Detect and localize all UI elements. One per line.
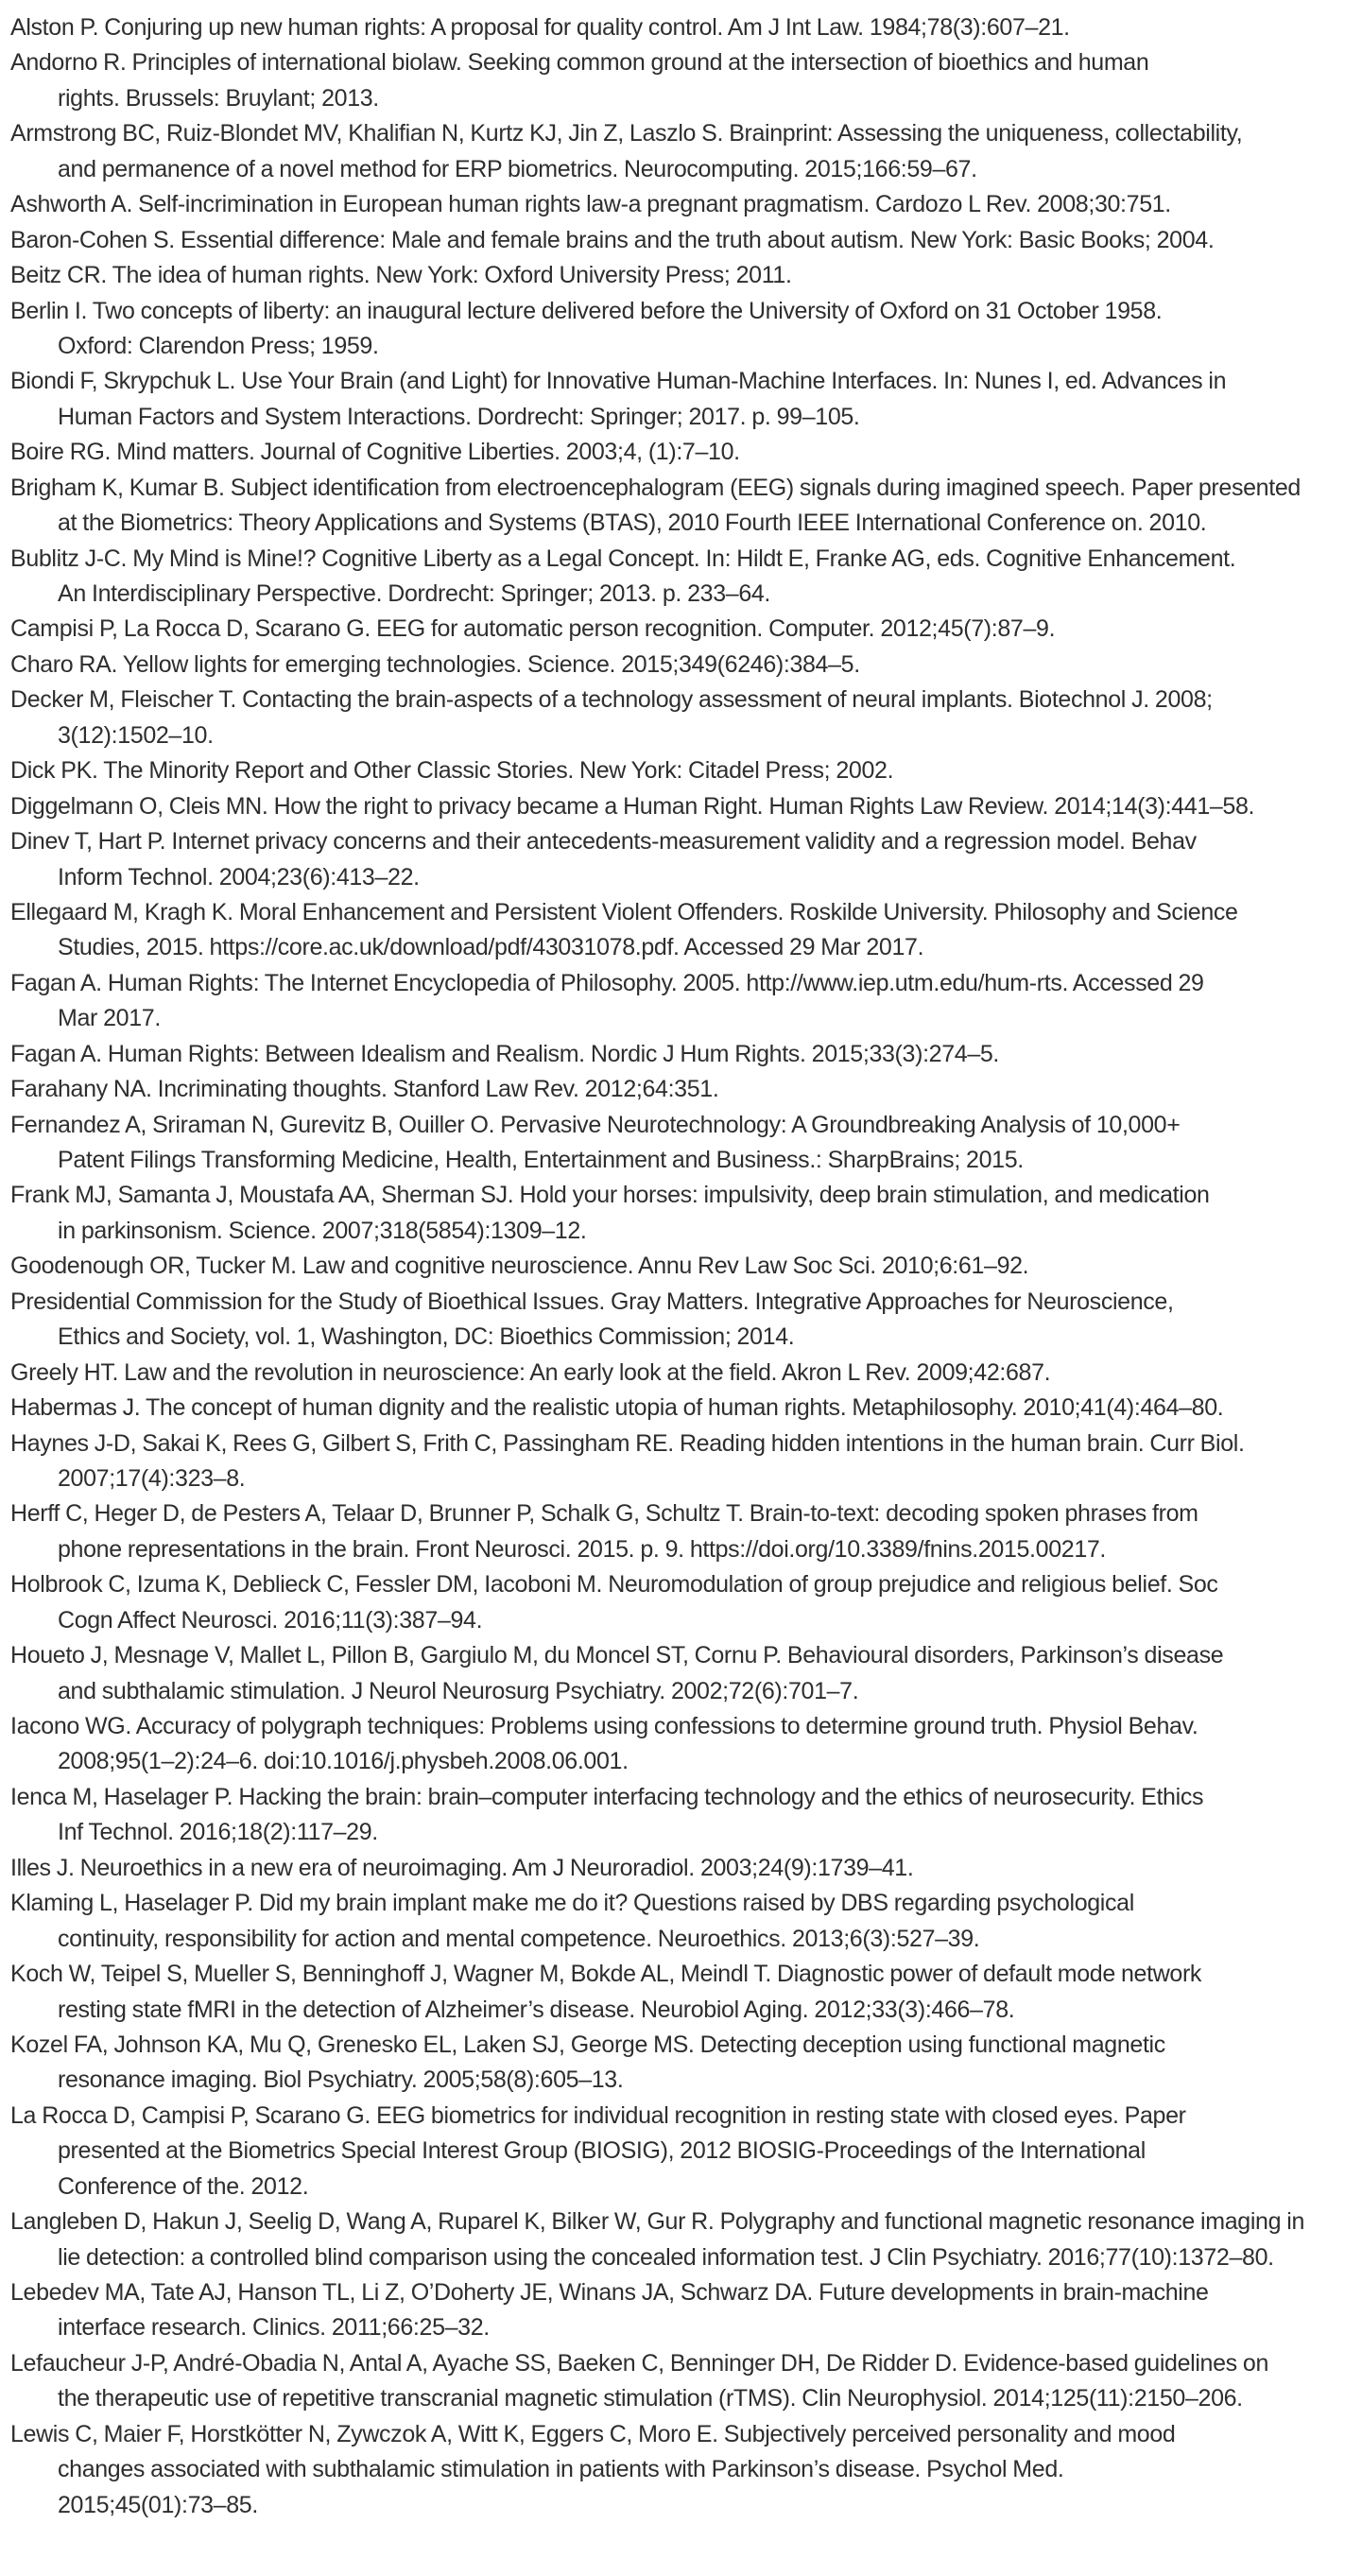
reference-entry bbox=[10, 1638, 1362, 1709]
reference-entry bbox=[10, 683, 1362, 753]
reference-line-continuation: continuity, responsibility for action and mental competence. Neuroethics. 2013;6(3):527–39. bbox=[58, 1925, 980, 1952]
reference-line-first: Langleben D, Hakun J, Seelig D, Wang A, Ruparel K, Bilker W, Gur R. Polygraphy and functional magnetic resonance imaging in bbox=[10, 2208, 1304, 2236]
reference-line-continuation: in parkinsonism. Science. 2007;318(5854):1309–12. bbox=[58, 1217, 587, 1244]
reference-line-continuation: at the Biometrics: Theory Applications and Systems (BTAS), 2010 Fourth IEEE International Conference on. 2010. bbox=[58, 510, 1207, 537]
reference-entry bbox=[10, 542, 1362, 613]
reference-line-first: Boire RG. Mind matters. Journal of Cognitive Liberties. 2003;4, (1):7–10. bbox=[10, 439, 740, 466]
reference-entry bbox=[10, 435, 1362, 470]
reference-entry bbox=[10, 471, 1362, 542]
reference-line-first: Lewis C, Maier F, Horstkötter N, Zywczok A, Witt K, Eggers C, Moro E. Subjectively perceived personality and mood bbox=[10, 2420, 1176, 2447]
reference-line-continuation: Human Factors and System Interactions. Dordrecht: Springer; 2017. p. 99–105. bbox=[58, 403, 860, 430]
reference-line-first: Ienca M, Haselager P. Hacking the brain: brain–computer interfacing technology and the ethics of neurosecurity. Ethics bbox=[10, 1783, 1204, 1810]
reference-line-first: Goodenough OR, Tucker M. Law and cognitive neuroscience. Annu Rev Law Soc Sci. 2010;6:61–92. bbox=[10, 1253, 1029, 1280]
reference-line-continuation: Mar 2017. bbox=[58, 1005, 161, 1032]
reference-line-continuation: Studies, 2015. https://core.ac.uk/download/pdf/43031078.pdf. Accessed 29 Mar 2017. bbox=[58, 934, 924, 961]
reference-line-continuation: phone representations in the brain. Front Neurosci. 2015. p. 9. https://doi.org/10.3389/fnins.2015.00217. bbox=[58, 1535, 1107, 1563]
reference-entry bbox=[10, 1249, 1362, 1284]
reference-line-continuation: the therapeutic use of repetitive transcranial magnetic stimulation (rTMS). Clin Neurophysiol. 2014;125(11):2150–206. bbox=[58, 2385, 1243, 2412]
reference-entry bbox=[10, 2346, 1362, 2417]
reference-entry bbox=[10, 1780, 1362, 1851]
reference-line-continuation: Patent Filings Transforming Medicine, Health, Entertainment and Business.: SharpBrains; 2015. bbox=[58, 1147, 1024, 1173]
reference-entry bbox=[10, 116, 1362, 187]
reference-line-first: Berlin I. Two concepts of liberty: an inaugural lecture delivered before the University of Oxford on 31 October 1958. bbox=[10, 297, 1163, 324]
reference-line-first: Bublitz J-C. My Mind is Mine!? Cognitive Liberty as a Legal Concept. In: Hildt E, Franke AG, eds. Cognitive Enhancement. bbox=[10, 545, 1236, 572]
reference-line-first: Campisi P, La Rocca D, Scarano G. EEG for automatic person recognition. Computer. 2012;45(7):87–9. bbox=[10, 615, 1056, 643]
reference-line-first: Frank MJ, Samanta J, Moustafa AA, Sherman SJ. Hold your horses: impulsivity, deep brain stimulation, and medication bbox=[10, 1182, 1210, 1209]
reference-entry bbox=[10, 1957, 1362, 2028]
reference-line-continuation: 2007;17(4):323–8. bbox=[58, 1464, 246, 1492]
reference-entry bbox=[10, 1178, 1362, 1249]
reference-entry bbox=[10, 187, 1362, 222]
reference-line-continuation: resting state fMRI in the detection of Alzheimer’s disease. Neurobiol Aging. 2012;33(3):466–78. bbox=[58, 1996, 1015, 2023]
reference-line-first: Andorno R. Principles of international biolaw. Seeking common ground at the intersection of bioethics and human bbox=[10, 49, 1149, 77]
reference-line-first: Lebedev MA, Tate AJ, Hanson TL, Li Z, O’Doherty JE, Winans JA, Schwarz DA. Future developments in brain-machine bbox=[10, 2279, 1209, 2306]
reference-line-continuation: Ethics and Society, vol. 1, Washington, DC: Bioethics Commission; 2014. bbox=[58, 1323, 795, 1351]
reference-line-first: Klaming L, Haselager P. Did my brain implant make me do it? Questions raised by DBS regarding psychological bbox=[10, 1890, 1134, 1917]
reference-line-first: Presidential Commission for the Study of Bioethical Issues. Gray Matters. Integrative Approaches for Neuroscience, bbox=[10, 1288, 1174, 1315]
reference-line-first: Kozel FA, Johnson KA, Mu Q, Grenesko EL, Laken SJ, George MS. Detecting deception using functional magnetic bbox=[10, 2031, 1165, 2058]
reference-line-first: Ellegaard M, Kragh K. Moral Enhancement and Persistent Violent Offenders. Roskilde University. Philosophy and Science bbox=[10, 898, 1238, 925]
reference-line-first: Lefaucheur J-P, André-Obadia N, Antal A, Ayache SS, Baeken C, Benninger DH, De Ridder D. Evidence-based guidelines on bbox=[10, 2349, 1269, 2377]
reference-entry bbox=[10, 2204, 1362, 2275]
reference-line-continuation: lie detection: a controlled blind comparison using the concealed information test. J Clin Psychiatry. 2016;77(10):1372–80. bbox=[58, 2243, 1274, 2271]
reference-line-first: Fagan A. Human Rights: Between Idealism and Realism. Nordic J Hum Rights. 2015;33(3):274–5. bbox=[10, 1040, 1000, 1067]
reference-entry bbox=[10, 966, 1362, 1037]
reference-line-continuation: and permanence of a novel method for ERP biometrics. Neurocomputing. 2015;166:59–67. bbox=[58, 155, 977, 182]
reference-line-continuation: rights. Brussels: Bruylant; 2013. bbox=[58, 84, 379, 112]
reference-entry bbox=[10, 1072, 1362, 1107]
reference-line-first: Herff C, Heger D, de Pesters A, Telaar D, Brunner P, Schalk G, Schultz T. Brain-to-text: decoding spoken phrases from bbox=[10, 1500, 1198, 1528]
reference-line-continuation: Inform Technol. 2004;23(6):413–22. bbox=[58, 863, 420, 890]
reference-entry bbox=[10, 1496, 1362, 1567]
reference-entry bbox=[10, 1037, 1362, 1072]
reference-line-continuation: Oxford: Clarendon Press; 1959. bbox=[58, 332, 379, 359]
reference-line-first: Decker M, Fleischer T. Contacting the brain-aspects of a technology assessment of neural implants. Biotechnol J. 2008; bbox=[10, 686, 1213, 714]
reference-entry bbox=[10, 258, 1362, 293]
reference-line-first: Habermas J. The concept of human dignity and the realistic utopia of human rights. Metaphilosophy. 2010;41(4):464–80. bbox=[10, 1394, 1224, 1422]
reference-line-first: Fagan A. Human Rights: The Internet Encyclopedia of Philosophy. 2005. http://www.iep.utm.edu/hum-rts. Accessed 29 bbox=[10, 969, 1204, 996]
reference-line-first: Farahany NA. Incriminating thoughts. Stanford Law Rev. 2012;64:351. bbox=[10, 1076, 719, 1103]
reference-line-first: Baron-Cohen S. Essential difference: Male and female brains and the truth about autism. New York: Basic Books; 2004. bbox=[10, 226, 1215, 253]
reference-line-first: Beitz CR. The idea of human rights. New York: Oxford University Press; 2011. bbox=[10, 262, 792, 289]
reference-line-continuation: presented at the Biometrics Special Interest Group (BIOSIG), 2012 BIOSIG-Proceedings of the International bbox=[58, 2137, 1146, 2165]
reference-line-continuation: changes associated with subthalamic stimulation in patients with Parkinson’s disease. Psychol Med. bbox=[58, 2456, 1064, 2483]
reference-line-first: Haynes J-D, Sakai K, Rees G, Gilbert S, Frith C, Passingham RE. Reading hidden intentions in the human brain. Curr Biol. bbox=[10, 1429, 1245, 1457]
reference-line-continuation: 2008;95(1–2):24–6. doi:10.1016/j.physbeh.2008.06.001. bbox=[58, 1748, 629, 1775]
reference-line-first: Koch W, Teipel S, Mueller S, Benninghoff J, Wagner M, Bokde AL, Meindl T. Diagnostic power of default mode network bbox=[10, 1961, 1202, 1988]
reference-line-first: Ashworth A. Self-incrimination in European human rights law-a pregnant pragmatism. Cardozo L Rev. 2008;30:751. bbox=[10, 191, 1171, 218]
reference-entry bbox=[10, 45, 1362, 116]
reference-entry bbox=[10, 1285, 1362, 1356]
reference-line-first: La Rocca D, Campisi P, Scarano G. EEG biometrics for individual recognition in resting state with closed eyes. Paper bbox=[10, 2101, 1186, 2129]
reference-entry bbox=[10, 1567, 1362, 1638]
reference-entry bbox=[10, 1851, 1362, 1886]
reference-line-continuation: Cogn Affect Neurosci. 2016;11(3):387–94. bbox=[58, 1606, 483, 1634]
reference-line-first: Houeto J, Mesnage V, Mallet L, Pillon B, Gargiulo M, du Moncel ST, Cornu P. Behavioural disorders, Parkinson’s disease bbox=[10, 1642, 1224, 1669]
reference-line-first: Diggelmann O, Cleis MN. How the right to privacy became a Human Right. Human Rights Law Review. 2014;14(3):441–58. bbox=[10, 792, 1255, 820]
reference-entry bbox=[10, 294, 1362, 365]
reference-line-first: Armstrong BC, Ruiz-Blondet MV, Khalifian N, Kurtz KJ, Jin Z, Laszlo S. Brainprint: Assessing the uniqueness, collectability, bbox=[10, 120, 1243, 147]
reference-line-first: Illes J. Neuroethics in a new era of neuroimaging. Am J Neuroradiol. 2003;24(9):1739–41. bbox=[10, 1854, 914, 1881]
reference-line-first: Iacono WG. Accuracy of polygraph techniques: Problems using confessions to determine ground truth. Physiol Behav. bbox=[10, 1713, 1198, 1739]
reference-line-continuation: interface research. Clinics. 2011;66:25–32. bbox=[58, 2314, 490, 2342]
reference-line-first: Alston P. Conjuring up new human rights: A proposal for quality control. Am J Int Law. 1984;78(3):607–21. bbox=[10, 14, 1070, 41]
reference-line-first: Biondi F, Skrypchuk L. Use Your Brain (and Light) for Innovative Human-Machine Interfaces. In: Nunes I, ed. Advances in bbox=[10, 368, 1227, 395]
reference-line-continuation: resonance imaging. Biol Psychiatry. 2005;58(8):605–13. bbox=[58, 2066, 624, 2094]
reference-entry bbox=[10, 364, 1362, 435]
reference-entry bbox=[10, 10, 1362, 45]
reference-entry bbox=[10, 1356, 1362, 1391]
reference-entry bbox=[10, 1886, 1362, 1957]
reference-entry bbox=[10, 1426, 1362, 1497]
reference-line-first: Holbrook C, Izuma K, Deblieck C, Fessler DM, Iacoboni M. Neuromodulation of group prejudice and religious belief. Soc bbox=[10, 1571, 1218, 1599]
reference-entry bbox=[10, 824, 1362, 895]
reference-entry bbox=[10, 1108, 1362, 1179]
reference-entry bbox=[10, 2099, 1362, 2204]
reference-line-first: Dick PK. The Minority Report and Other Classic Stories. New York: Citadel Press; 2002. bbox=[10, 757, 894, 785]
reference-entry bbox=[10, 648, 1362, 683]
reference-entry bbox=[10, 2275, 1362, 2346]
reference-entry bbox=[10, 2028, 1362, 2099]
reference-line-continuation: 2015;45(01):73–85. bbox=[58, 2491, 258, 2518]
reference-line-first: Brigham K, Kumar B. Subject identification from electroencephalogram (EEG) signals during imagined speech. Paper presented bbox=[10, 474, 1301, 501]
reference-line-first: Charo RA. Yellow lights for emerging technologies. Science. 2015;349(6246):384–5. bbox=[10, 650, 860, 678]
reference-entry bbox=[10, 1709, 1362, 1780]
reference-line-continuation: Conference of the. 2012. bbox=[58, 2172, 309, 2200]
reference-line-continuation: 3(12):1502–10. bbox=[58, 721, 214, 749]
reference-entry bbox=[10, 789, 1362, 824]
reference-line-first: Greely HT. Law and the revolution in neuroscience: An early look at the field. Akron L Rev. 2009;42:687. bbox=[10, 1358, 1051, 1386]
reference-line-first: Fernandez A, Sriraman N, Gurevitz B, Ouiller O. Pervasive Neurotechnology: A Groundbreaking Analysis of 10,000+ bbox=[10, 1111, 1181, 1138]
reference-entry bbox=[10, 612, 1362, 647]
reference-line-continuation: Inf Technol. 2016;18(2):117–29. bbox=[58, 1819, 378, 1846]
reference-entry bbox=[10, 895, 1362, 966]
reference-line-continuation: An Interdisciplinary Perspective. Dordrecht: Springer; 2013. p. 233–64. bbox=[58, 580, 771, 607]
reference-line-continuation: and subthalamic stimulation. J Neurol Neurosurg Psychiatry. 2002;72(6):701–7. bbox=[58, 1677, 859, 1704]
reference-entry bbox=[10, 2417, 1362, 2523]
reference-line-first: Dinev T, Hart P. Internet privacy concerns and their antecedents-measurement validity and a regression model. Behav bbox=[10, 828, 1197, 856]
reference-entry bbox=[10, 753, 1362, 788]
reference-entry bbox=[10, 223, 1362, 258]
reference-entry bbox=[10, 1391, 1362, 1426]
